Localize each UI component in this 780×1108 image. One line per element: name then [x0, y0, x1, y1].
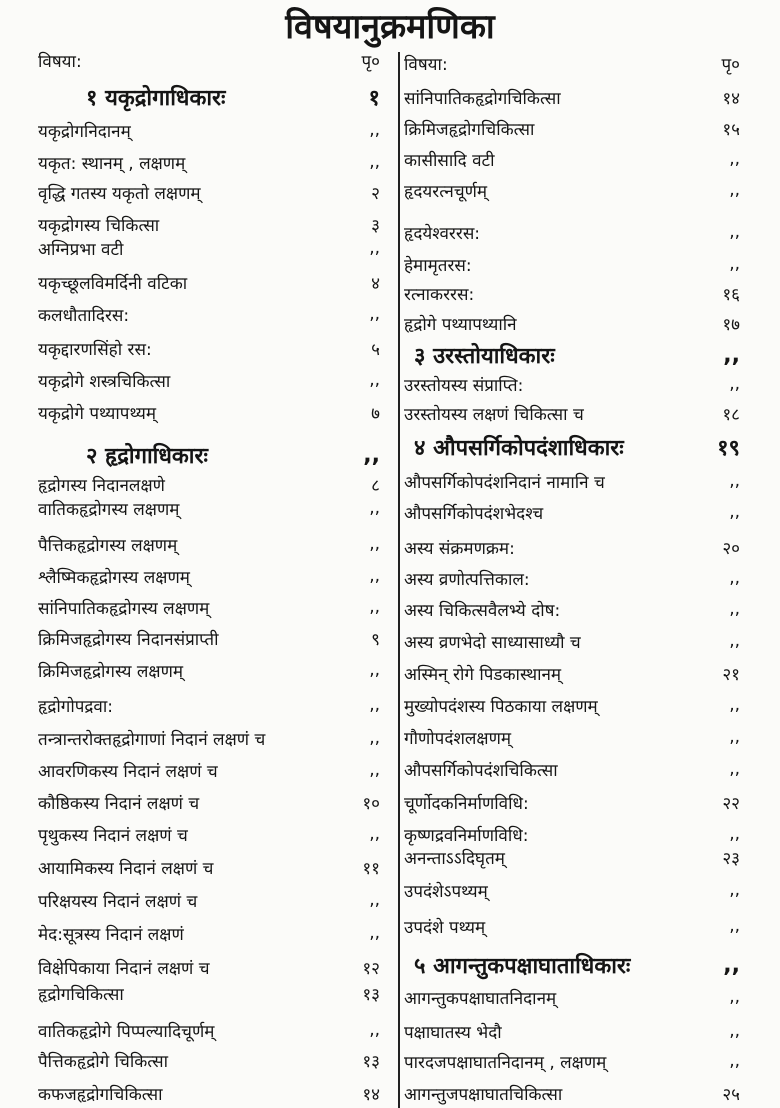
page-number: पृ०: [361, 51, 380, 72]
toc-entry: [404, 787, 740, 817]
page-number: ,,: [369, 890, 380, 910]
page-number: ,,: [369, 923, 380, 943]
page-number: ,,: [369, 534, 380, 554]
toc-entry: [38, 723, 380, 753]
toc-entry: [38, 885, 380, 915]
page-number: ,,: [369, 238, 380, 258]
entry-title: यकृद्रोगे शस्त्रचिकित्सा: [38, 371, 171, 392]
entry-title: यकृद्रोगे पथ्यापथ्यम्: [38, 403, 157, 424]
page-number: ,,: [729, 149, 740, 169]
toc-entry: [38, 1045, 380, 1075]
entry-title: वृद्धि गतस्य यकृतो लक्षणम्: [38, 183, 201, 204]
page-number: १९: [717, 436, 740, 461]
entry-title: आगन्तुकपक्षाघातनिदानम्: [404, 988, 557, 1009]
entry-title: पृथुकस्य निदानं लक्षणं च: [38, 825, 188, 846]
entry-title: हृद्रोगोपद्रवा:: [38, 696, 114, 717]
entry-title: यकृद्रोगस्य चिकित्सा: [38, 215, 160, 236]
page-number: ,,: [729, 180, 740, 200]
toc-entry: [404, 532, 740, 562]
entry-title: यकृद्दारणसिंहो रस:: [38, 339, 152, 360]
entry-title: सांनिपातिकहृद्रोगस्य लक्षणम्: [38, 598, 210, 619]
toc-entry: [404, 144, 740, 174]
toc-entry: [404, 217, 740, 247]
entry-title: पैत्तिकहृद्रोगस्य लक्षणम्: [38, 535, 178, 556]
toc-entry: [38, 267, 380, 297]
page-number: ,,: [723, 952, 740, 978]
toc-entry: [404, 175, 740, 205]
page-number: ,,: [729, 987, 740, 1007]
page-number: ,,: [729, 254, 740, 274]
page-number: ७: [371, 403, 380, 424]
entry-title: गौणोपदंशलक्षणम्: [404, 728, 512, 749]
entry-title: २ हृद्रोगाधिकारः: [86, 444, 208, 469]
entry-title: अस्य चिकित्सवैलभ्ये दोष:: [404, 600, 561, 621]
page-number: ११: [362, 858, 380, 879]
page-number: १४: [362, 1084, 380, 1105]
entry-title: अस्य व्रणोत्पत्तिकाल:: [404, 569, 530, 590]
page-number: ,,: [369, 760, 380, 780]
page-number: ,,: [729, 631, 740, 651]
toc-entry: [38, 623, 380, 653]
entry-title: १ यकृद्रोगाधिकारः: [86, 86, 226, 111]
entry-title: उरस्तोयस्य संप्राप्ति:: [404, 375, 524, 396]
toc-entry: [404, 722, 740, 752]
entry-title: आयामिकस्य निदानं लक्षणं च: [38, 858, 214, 879]
page-number: ,,: [369, 304, 380, 324]
page-number: ,,: [729, 599, 740, 619]
toc-entry: [38, 561, 380, 591]
page-number: ,,: [723, 342, 740, 368]
toc-entry: [404, 82, 740, 112]
page-number: ,,: [369, 120, 380, 140]
entry-title: पारदजपक्षाघातनिदानम् , लक्षणम्: [404, 1052, 607, 1073]
page-number: ,,: [729, 759, 740, 779]
toc-entry: [404, 1046, 740, 1076]
toc-entry: [404, 875, 740, 905]
column-header: [404, 48, 740, 78]
page-number: ,,: [369, 728, 380, 748]
toc-entry: [404, 842, 740, 872]
column-divider: [398, 52, 400, 1108]
page-number: ,,: [729, 695, 740, 715]
entry-title: उपदंशे पथ्यम्: [404, 917, 486, 938]
toc-entry: [404, 563, 740, 593]
entry-title: क्रिमिजहृद्रोगस्य लक्षणम्: [38, 661, 184, 682]
page-number: २१: [722, 664, 740, 685]
page-number: ,,: [729, 916, 740, 936]
toc-entry: [404, 398, 740, 428]
page-number: १०: [362, 793, 380, 814]
toc-entry: [404, 497, 740, 527]
entry-title: क्रिमिजहृद्रोगस्य निदानसंप्राप्ती: [38, 629, 219, 650]
entry-title: हेमामृतरस:: [404, 255, 472, 276]
page-number: ,,: [369, 1020, 380, 1040]
entry-title: अस्य संक्रमणक्रम:: [404, 538, 515, 559]
toc-entry: [38, 592, 380, 622]
toc-entry: [404, 911, 740, 941]
page-number: १५: [722, 119, 740, 140]
entry-title: यकृद्रोगनिदानम्: [38, 121, 131, 142]
toc-entry: [38, 787, 380, 817]
entry-title: सांनिपातिकहृद्रोगचिकित्सा: [404, 88, 561, 109]
toc-entry: [38, 365, 380, 395]
toc-entry: [404, 1078, 740, 1108]
entry-title: औपसर्गिकोपदंशभेदश्च: [404, 503, 544, 524]
entry-title: पैत्तिकहृद्रोगे चिकित्सा: [38, 1051, 169, 1072]
toc-entry: [38, 978, 380, 1008]
page-number: २०: [722, 538, 740, 559]
toc-entry: [38, 655, 380, 685]
page-number: १७: [722, 314, 740, 335]
page-number: ९: [371, 629, 380, 650]
page-number: ,,: [729, 727, 740, 747]
entry-title: आवरणिकस्य निदानं लक्षणं च: [38, 761, 218, 782]
entry-title: अनन्ताऽऽदिघृतम्: [404, 848, 505, 869]
page-number: ४: [371, 273, 380, 294]
entry-title: आगन्तुजपक्षाघातचिकित्सा: [404, 1084, 563, 1105]
column-header: [38, 45, 380, 75]
toc-entry: [404, 308, 740, 338]
entry-title: औपसर्गिकोपदंशचिकित्सा: [404, 760, 558, 781]
chapter-heading: [38, 82, 380, 112]
entry-title: श्लैष्मिकहृद्रोगस्य लक्षणम्: [38, 567, 190, 588]
toc-entry: [38, 918, 380, 948]
entry-title: कफजहृद्रोगचिकित्सा: [38, 1084, 163, 1105]
toc-entry: [404, 249, 740, 279]
page-number: ,,: [369, 498, 380, 518]
chapter-heading: [404, 432, 740, 462]
page-number: ,,: [369, 566, 380, 586]
toc-entry: [404, 754, 740, 784]
page-number: ,,: [729, 880, 740, 900]
page-number: १८: [722, 404, 740, 425]
entry-title: कौष्ठिकस्य निदानं लक्षणं च: [38, 793, 200, 814]
toc-entry: [38, 397, 380, 427]
page-number: ,,: [729, 824, 740, 844]
page-number: २५: [722, 1084, 740, 1105]
page-number: ,,: [369, 152, 380, 172]
page-number: ,,: [369, 597, 380, 617]
toc-entry: [404, 1016, 740, 1046]
page-number: ,,: [369, 370, 380, 390]
page-number: ,,: [729, 568, 740, 588]
entry-title: पक्षाघातस्य भेदौ: [404, 1022, 502, 1043]
entry-title: कृष्णद्रवनिर्माणविधि:: [404, 825, 529, 846]
toc-entry: [38, 177, 380, 207]
page-number: २: [371, 183, 380, 204]
entry-title: उरस्तोयस्य लक्षणं चिकित्सा च: [404, 404, 584, 425]
entry-title: चूर्णोदकनिर्माणविधि:: [404, 793, 529, 814]
page-number: पृ०: [721, 54, 740, 75]
page-number: १३: [362, 984, 380, 1005]
toc-entry: [38, 819, 380, 849]
page-number: ,,: [729, 1021, 740, 1041]
chapter-heading: [404, 340, 740, 370]
page-number: १६: [722, 284, 740, 305]
toc-entry: [38, 233, 380, 263]
entry-title: अस्य व्रणभेदो साध्यासाध्यौ च: [404, 632, 581, 653]
toc-entry: [38, 147, 380, 177]
toc-entry: [404, 982, 740, 1012]
toc-entry: [38, 690, 380, 720]
toc-entry: [404, 278, 740, 308]
toc-entry: [38, 755, 380, 785]
entry-title: कासीसादि वटी: [404, 150, 495, 171]
entry-title: ४ औपसर्गिकोपदंशाधिकारः: [414, 436, 624, 461]
toc-entry: [404, 594, 740, 624]
toc-entry: [38, 299, 380, 329]
page-number: १: [368, 86, 380, 111]
toc-entry: [404, 113, 740, 143]
entry-title: परिक्षयस्य निदानं लक्षणं च: [38, 891, 198, 912]
entry-title: क्रिमिजहृद्रोगचिकित्सा: [404, 119, 535, 140]
page-number: ,,: [369, 824, 380, 844]
entry-title: यकृत: स्थानम् , लक्षणम्: [38, 153, 186, 174]
entry-title: अस्मिन् रोगे पिडकास्थानम्: [404, 664, 562, 685]
entry-title: हृदयरत्नचूर्णम्: [404, 181, 488, 202]
toc-entry: [38, 333, 380, 363]
toc-entry: [404, 626, 740, 656]
entry-title: यकृच्छूलविमर्दिनी वटिका: [38, 273, 188, 294]
toc-entry: [38, 529, 380, 559]
toc-entry: [38, 852, 380, 882]
entry-title: वातिकहृद्रोगस्य लक्षणम्: [38, 499, 180, 520]
page-number: ,,: [363, 442, 380, 468]
entry-title: हृद्रोगे पथ्यापथ्यानि: [404, 314, 517, 335]
toc-entry: [404, 658, 740, 688]
page-number: ८: [371, 475, 380, 496]
page-number: २२: [722, 793, 740, 814]
entry-title: ३ उरस्तोयाधिकारः: [414, 344, 555, 369]
page-number: ,,: [729, 502, 740, 522]
entry-title: मेद:सूत्रस्य निदानं लक्षणं: [38, 924, 184, 945]
toc-entry: [404, 466, 740, 496]
entry-title: तन्त्रान्तरोक्तहृद्रोगाणां निदानं लक्षणं च: [38, 729, 266, 750]
toc-entry: [404, 369, 740, 399]
page-number: ,,: [369, 660, 380, 680]
page-number: ,,: [729, 374, 740, 394]
page-number: ,,: [369, 695, 380, 715]
toc-entry: [38, 493, 380, 523]
toc-entry: [404, 690, 740, 720]
toc-entry: [38, 1078, 380, 1108]
entry-title: रत्नाकररस:: [404, 284, 475, 305]
entry-title: विक्षेपिकाया निदानं लक्षणं च: [38, 958, 210, 979]
toc-entry: [38, 1015, 380, 1045]
entry-title: औपसर्गिकोपदंशनिदानं नामानि च: [404, 472, 605, 493]
entry-title: उपदंशेऽपथ्यम्: [404, 881, 488, 902]
toc-entry: [38, 115, 380, 145]
page-number: १३: [362, 1051, 380, 1072]
entry-title: हृद्रोगचिकित्सा: [38, 984, 124, 1005]
entry-title: ५ आगन्तुकपक्षाघाताधिकारः: [414, 954, 631, 979]
entry-title: हृद्रोगस्य निदानलक्षणे: [38, 475, 165, 496]
entry-title: वातिकहृद्रोगे पिप्पल्यादिचूर्णम्: [38, 1021, 215, 1042]
page-title: विषयानुक्रमणिका: [285, 7, 495, 47]
entry-title: अग्निप्रभा वटी: [38, 239, 124, 260]
page-number: ,,: [729, 222, 740, 242]
entry-title: विषया:: [38, 51, 82, 72]
page-number: ५: [371, 339, 380, 360]
entry-title: हृदयेश्वररस:: [404, 223, 481, 244]
chapter-heading: [38, 440, 380, 470]
entry-title: विषया:: [404, 54, 448, 75]
page-number: १२: [362, 958, 380, 979]
entry-title: मुख्योपदंशस्य पिठकाया लक्षणम्: [404, 696, 598, 717]
page-number: ,,: [729, 1051, 740, 1071]
entry-title: कलधौतादिरस:: [38, 305, 130, 326]
chapter-heading: [404, 950, 740, 980]
page-number: १४: [722, 88, 740, 109]
page-number: ,,: [729, 471, 740, 491]
page-number: २३: [722, 848, 740, 869]
page-number: ३: [371, 215, 380, 236]
